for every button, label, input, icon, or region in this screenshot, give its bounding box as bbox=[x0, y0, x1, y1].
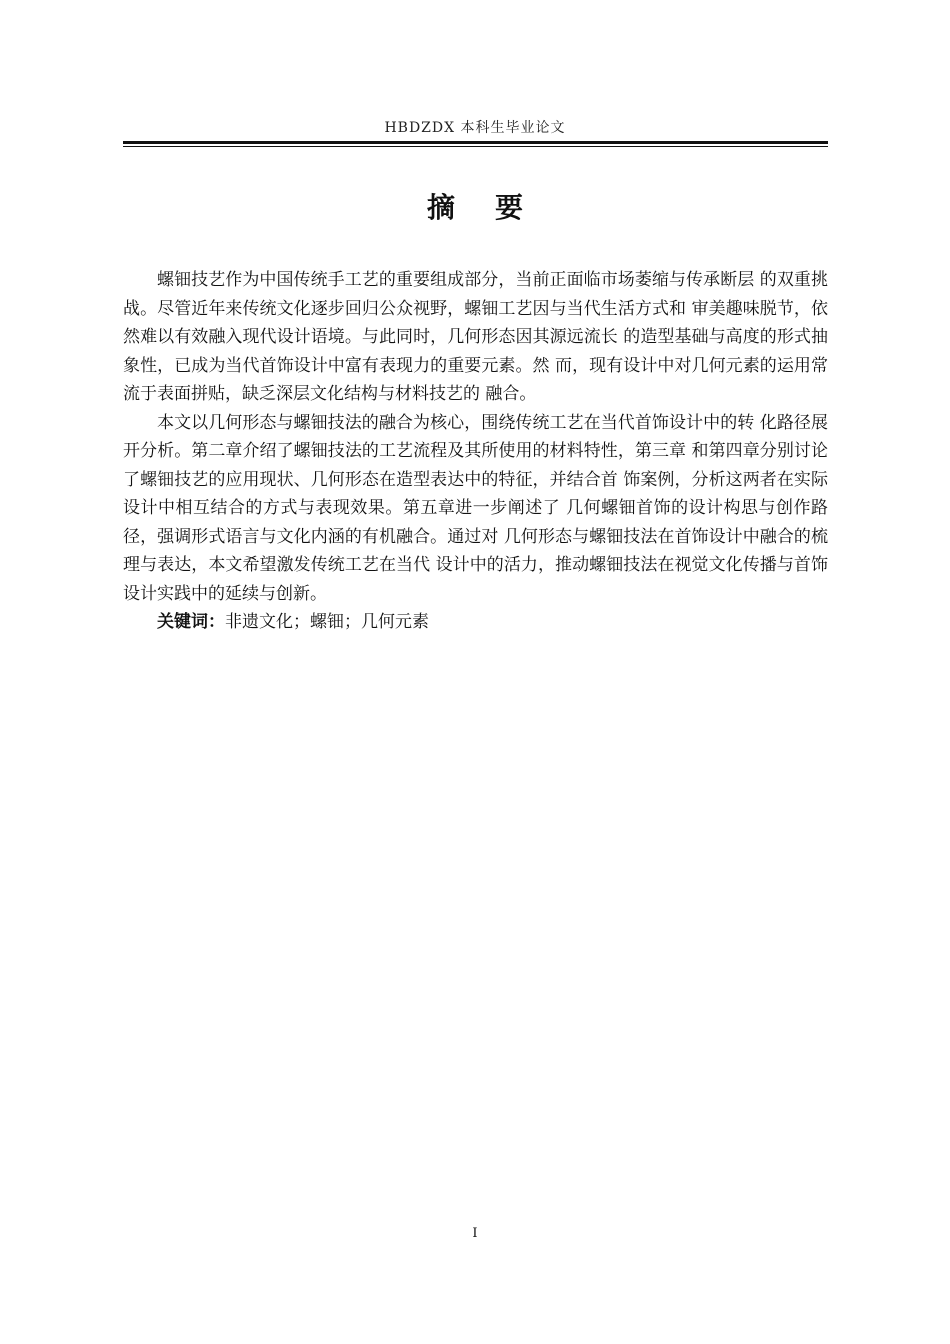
header-rule-thick bbox=[123, 141, 828, 144]
page-number: I bbox=[472, 1226, 478, 1241]
abstract-title bbox=[0, 186, 950, 226]
keywords-label: 关键词： bbox=[157, 612, 225, 632]
abstract-paragraph-1: 螺钿技艺作为中国传统手工艺的重要组成部分，当前正面临市场萎缩与传承断层 的双重挑战。尽管近年来传统文化逐步回归公众视野，螺钿工艺因与当代生活方式和 审美趣味脱节，依然难以有效融入现代设计语境。与此同时，几何形态因其源远流长 的造型基础与高度的形式抽象性，已成为当代首饰设计中富有表现力的重要元素。然 而，现有设计中对几何元素的运用常流于表面拼贴，缺乏深层文化结构与材料技艺的 融合。 bbox=[123, 270, 828, 404]
keywords-value: 非遗文化；螺钿；几何元素 bbox=[225, 612, 429, 632]
abstract-title-char-1: 摘 bbox=[426, 191, 455, 224]
keywords-line bbox=[123, 608, 828, 637]
abstract-body bbox=[123, 266, 828, 637]
abstract-title-char-2: 要 bbox=[495, 191, 524, 224]
running-header: HBDZDX 本科生毕业论文 bbox=[384, 120, 566, 136]
header-rule-thin bbox=[123, 146, 828, 147]
abstract-paragraph-2: 本文以几何形态与螺钿技法的融合为核心，围绕传统工艺在当代首饰设计中的转 化路径展开分析。第二章介绍了螺钿技法的工艺流程及其所使用的材料特性，第三章 和第四章分别讨论了螺钿技艺的应用现状、几何形态在造型表达中的特征，并结合首 饰案例，分析这两者在实际设计中相互结合的方式与表现效果。第五章进一步阐述了 几何螺钿首饰的设计构思与创作路径，强调形式语言与文化内涵的有机融合。通过对 几何形态与螺钿技法在首饰设计中融合的梳理与表达，本文希望激发传统工艺在当代 设计中的活力，推动螺钿技法在视觉文化传播与首饰设计实践中的延续与创新。 bbox=[123, 412, 828, 604]
